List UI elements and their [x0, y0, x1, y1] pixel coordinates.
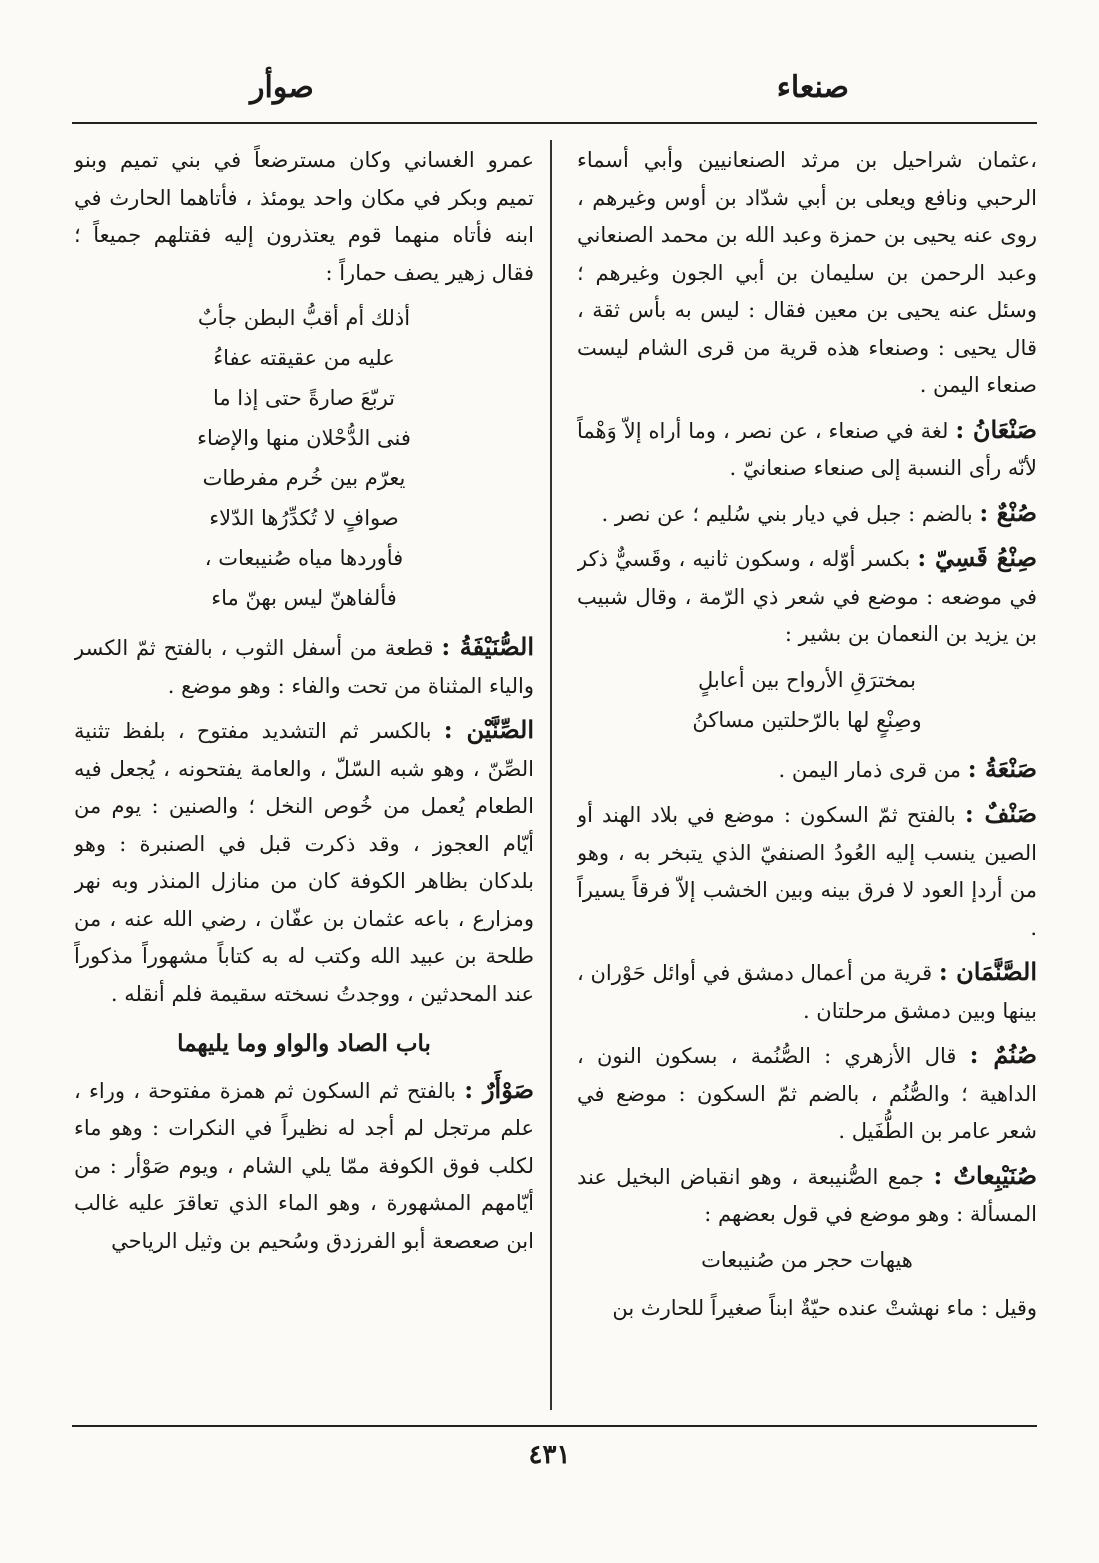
- headword: صِنْعُ قَسِيّ :: [917, 543, 1037, 572]
- verse-line: فنى الدُّحْلان منها والإضاء: [197, 426, 411, 450]
- headword: صُنَيْبِعاتٌ :: [933, 1160, 1037, 1190]
- verse-block: [577, 1240, 1037, 1280]
- entry-continues: وقيل : ماء نهشتْ عنده حيّةٌ ابناً صغيراً للحارث بن: [612, 1295, 1037, 1320]
- entry-sannaman: [577, 953, 1037, 1030]
- headword: الصَّنَّمَان :: [938, 957, 1037, 986]
- entry-text: قرية من أعمال دمشق في أوائل حَوْران ، بينها وبين دمشق مرحلتان .: [577, 961, 1037, 1023]
- header-rule: [72, 122, 1037, 124]
- verse-line: عليه من عقيقته عفاءُ: [213, 346, 395, 370]
- verse-block: [577, 660, 1037, 740]
- verse-line: أذلك أم أقبُّ البطن جأبٌ: [197, 306, 411, 330]
- left-column: [74, 142, 534, 1412]
- entry-text: بالفتح ثم السكون ثم همزة مفتوحة ، وراء ، علم مرتجل لم أجد له نظيراً في النكرات : وهو ماء لكلب فوق الكوفة ممّا يلي الشام ، ويوم صَوْأر : من أيّامهم المشهورة ، وهو الماء الذي تعاقرَ عليه غالب ابن صعصعة أبو الفرزدق وسُحيم بن وثيل الرياحي: [74, 1078, 534, 1253]
- entry-text: جمع الصُّنيبعة ، وهو انقباض البخيل عند المسألة : وهو موضع في قول بعضهم :: [577, 1164, 1037, 1226]
- entry-sanaan: [577, 411, 1037, 488]
- entry-sunayfa: [74, 628, 534, 705]
- running-head-right: صنعاء: [776, 70, 849, 105]
- headword: صَنْعَانُ :: [955, 414, 1037, 444]
- entry-text: بالفتح ثمّ السكون : موضع في بلاد الهند أو الصين ينسب إليه العُودُ الصنفيّ الذي يتبخر به ، وهو من أردإ العود لا فرق بينه وبين الخشب إلاّ فرقاً يسيراً .: [577, 803, 1037, 940]
- entry-sanaa: [577, 750, 1037, 790]
- entry-text: بكسر أوّله ، وسكون ثانيه ، وقَسيٌّ ذكر في موضعه : موضع في شعر ذي الرّمة ، وقال شبيب بن يزيد بن النعمان بن بشير :: [577, 547, 1037, 646]
- headword: صَوْأَرٌ :: [464, 1074, 534, 1104]
- verse-line: فأوردها مياه صُنيبعات ،: [204, 546, 404, 570]
- verse-line: يعرّم بين خُرم مفرطات: [202, 466, 406, 490]
- footer-rule: [72, 1425, 1037, 1427]
- verse-line: تربّعَ صارةً حتى إذا ما: [212, 386, 396, 410]
- verse-block: [74, 298, 534, 618]
- entry-text: من قرى ذمار اليمن .: [778, 757, 962, 782]
- right-column: [577, 142, 1037, 1412]
- entry-text: لغة في صنعاء ، عن نصر ، وما أراه إلاّ وَهْماً لأنّه رأى النسبة إلى صنعاء صنعانيّ .: [577, 418, 1037, 480]
- verse-line: بمخترَقِ الأرواح بين أعابلٍ: [698, 667, 916, 692]
- entry-continuation: عمرو الغساني وكان مسترضعاً في بني تميم وبنو تميم وبكر في مكان واحد يومئذ ، فأتاهما الحارث في ابنه فأتاه منهما قوم يعتذرون إليه فقتلهم جميعاً ؛ فقال زهير يصف حماراً :: [74, 148, 534, 285]
- headword: الصُّنَيْفَةُ :: [441, 632, 534, 661]
- verse-line: هيهات حجر من صُنيبعات: [701, 1247, 913, 1272]
- entry-sawar: [74, 1071, 534, 1261]
- headword: صَنْعَةُ :: [967, 753, 1037, 783]
- verse-line: فألفاهنّ ليس بهنّ ماء: [211, 586, 397, 610]
- verse-line: وصِنْعٍ لها بالرّحلتين مساكنُ: [692, 707, 922, 732]
- entry-sinnayn: [74, 711, 534, 1013]
- column-divider: [550, 140, 552, 1410]
- entry-sanf: [577, 795, 1037, 947]
- headword: صُنُمٌ :: [969, 1040, 1037, 1069]
- entry-text: قطعة من أسفل الثوب ، بالفتح ثمّ الكسر والياء المثناة من تحت والفاء : وهو موضع .: [74, 636, 534, 698]
- entry-sin-qasiy: [577, 539, 1037, 654]
- headword: صَنْفٌ :: [964, 799, 1037, 828]
- entry-sunaybiat: [577, 1157, 1037, 1234]
- entry-text: بالضم : جبل في ديار بني سُليم ؛ عن نصر .: [601, 501, 973, 526]
- entry-text: قال الأزهري : الصُّنُمة ، بسكون النون ، الداهية ؛ والصُّنُم ، بالضم ثمّ السكون : موضع في شعر عامر بن الطُّفَيل .: [577, 1044, 1037, 1143]
- entry-sun: [577, 494, 1037, 534]
- running-head-left: صوأر: [250, 70, 314, 105]
- entry-continuation: ،عثمان شراحيل بن مرثد الصنعانيين وأبي أسماء الرحبي ونافع ويعلى بن أبي شدّاد بن أوس وغيرهم ، روى عنه يحيى بن حمزة وعبد الله بن محمد الصنعاني وعبد الرحمن بن سليمان بن أبي الجون وغيرهم ؛ وسئل عنه يحيى بن معين فقال : ليس به بأس ثقة ، قال يحيى : وصنعاء هذه قرية من قرى الشام ليست صنعاء اليمن .: [577, 148, 1037, 397]
- section-title: باب الصاد والواو وما يليهما: [177, 1030, 431, 1057]
- entry-text: بالكسر ثم التشديد مفتوح ، بلفظ تثنية الصِّنّ ، وهو شبه السّلّ ، والعامة يفتحونه ، يُجعل فيه الطعام يُعمل من خُوص النخل ؛ والصنين : يوم من أيّام العجوز ، وقد ذكرت قبل في الصنبرة : وهو بلدكان بظاهر الكوفة كان من منازل المنذر وبه نهر ومزارع ، باعه عثمان بن عفّان ، رضي الله عنه ، من طلحة بن عبيد الله وكتب له به كتاباً مشهوراً مذكوراً عند المحدثين ، ووجدتُ نسخته سقيمة فلم أنقله .: [74, 719, 534, 1006]
- entry-sunum: [577, 1036, 1037, 1151]
- verse-line: صوافٍ لا تُكدِّرُها الدّلاء: [209, 506, 399, 530]
- headword: الصِّنَّيْن :: [443, 715, 534, 744]
- page-number: ٤٣١: [528, 1440, 571, 1470]
- headword: صُنْعٌ :: [979, 497, 1037, 527]
